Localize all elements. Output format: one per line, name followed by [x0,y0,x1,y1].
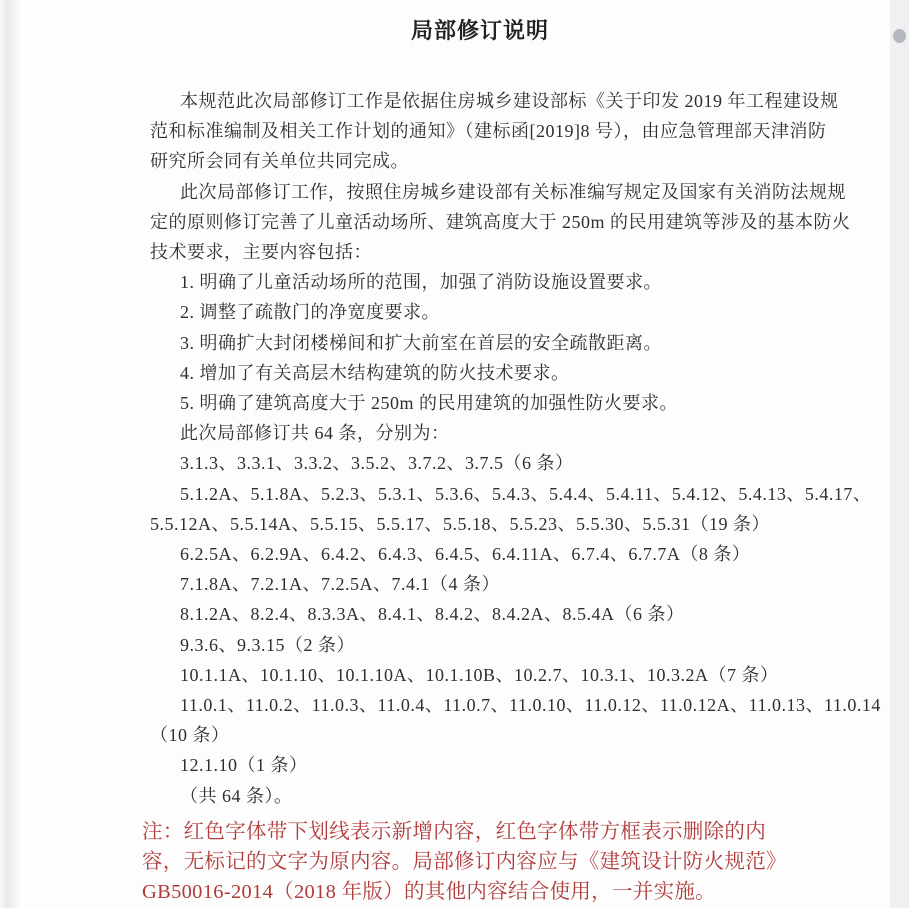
body-line: （10 条） [150,725,230,746]
scrollbar-track[interactable] [890,0,909,908]
body-line: 5.1.2A、5.1.8A、5.2.3、5.3.1、5.3.6、5.4.3、5.4.4、5.4.11、5.4.12、5.4.13、5.4.17、 [180,483,872,504]
document-body [142,86,881,907]
page-edge-shadow [0,0,24,908]
body-line: 1. 明确了儿童活动场所的范围，加强了消防设施设置要求。 [180,272,662,293]
body-line: 9.3.6、9.3.15（2 条） [180,634,355,655]
body-line: 技术要求，主要内容包括： [150,242,372,263]
body-line: 5. 明确了建筑高度大于 250m 的民用建筑的加强性防火要求。 [180,393,678,414]
body-line: 8.1.2A、8.2.4、8.3.3A、8.4.1、8.4.2、8.4.2A、8.5.4A（6 条） [180,604,685,625]
body-line: 2. 调整了疏散门的净宽度要求。 [180,302,440,323]
note-line: 注：红色字体带下划线表示新增内容，红色字体带方框表示删除的内 [142,820,766,843]
body-line: 3. 明确扩大封闭楼梯间和扩大前室在首层的安全疏散距离。 [180,332,662,353]
body-line: 研究所会同有关单位共同完成。 [150,151,409,172]
page-title: 局部修订说明 [410,18,549,43]
body-text-lines [150,86,881,811]
body-line: 12.1.10（1 条） [180,755,308,776]
scrollbar-thumb[interactable] [893,29,906,43]
body-line: 5.5.12A、5.5.14A、5.5.15、5.5.17、5.5.18、5.5.23、5.5.30、5.5.31（19 条） [150,513,770,534]
body-line: 此次局部修订共 64 条，分别为： [180,423,450,444]
body-line: 定的原则修订完善了儿童活动场所、建筑高度大于 250m 的民用建筑等涉及的基本防火 [150,211,851,232]
body-line: 本规范此次局部修订工作是依据住房城乡建设部标《关于印发 2019 年工程建设规 [180,91,839,111]
body-line: （共 64 条）。 [180,785,293,806]
body-line: 6.2.5A、6.2.9A、6.4.2、6.4.3、6.4.5、6.4.11A、6.7.4、6.7.7A（8 条） [180,544,751,565]
note-line: 容，无标记的文字为原内容。局部修订内容应与《建筑设计防火规范》 [142,850,787,873]
body-line: 3.1.3、3.3.1、3.3.2、3.5.2、3.7.2、3.7.5（6 条） [180,453,574,474]
body-line: 7.1.8A、7.2.1A、7.2.5A、7.4.1（4 条） [180,574,500,595]
revision-note [142,817,810,907]
body-line: 11.0.1、11.0.2、11.0.3、11.0.4、11.0.7、11.0.10、11.0.12、11.0.12A、11.0.13、11.0.14 [180,695,881,716]
note-line: GB50016-2014（2018 年版）的其他内容结合使用，一并实施。 [142,880,716,903]
body-line: 10.1.1A、10.1.10、10.1.10A、10.1.10B、10.2.7、10.3.1、10.3.2A（7 条） [180,664,779,685]
body-line: 此次局部修订工作，按照住房城乡建设部有关标准编写规定及国家有关消防法规规 [180,181,846,202]
body-line: 范和标准编制及相关工作计划的通知》（建标函[2019]8 号），由应急管理部天津消防 [150,121,827,142]
body-line: 4. 增加了有关高层木结构建筑的防火技术要求。 [180,362,570,383]
